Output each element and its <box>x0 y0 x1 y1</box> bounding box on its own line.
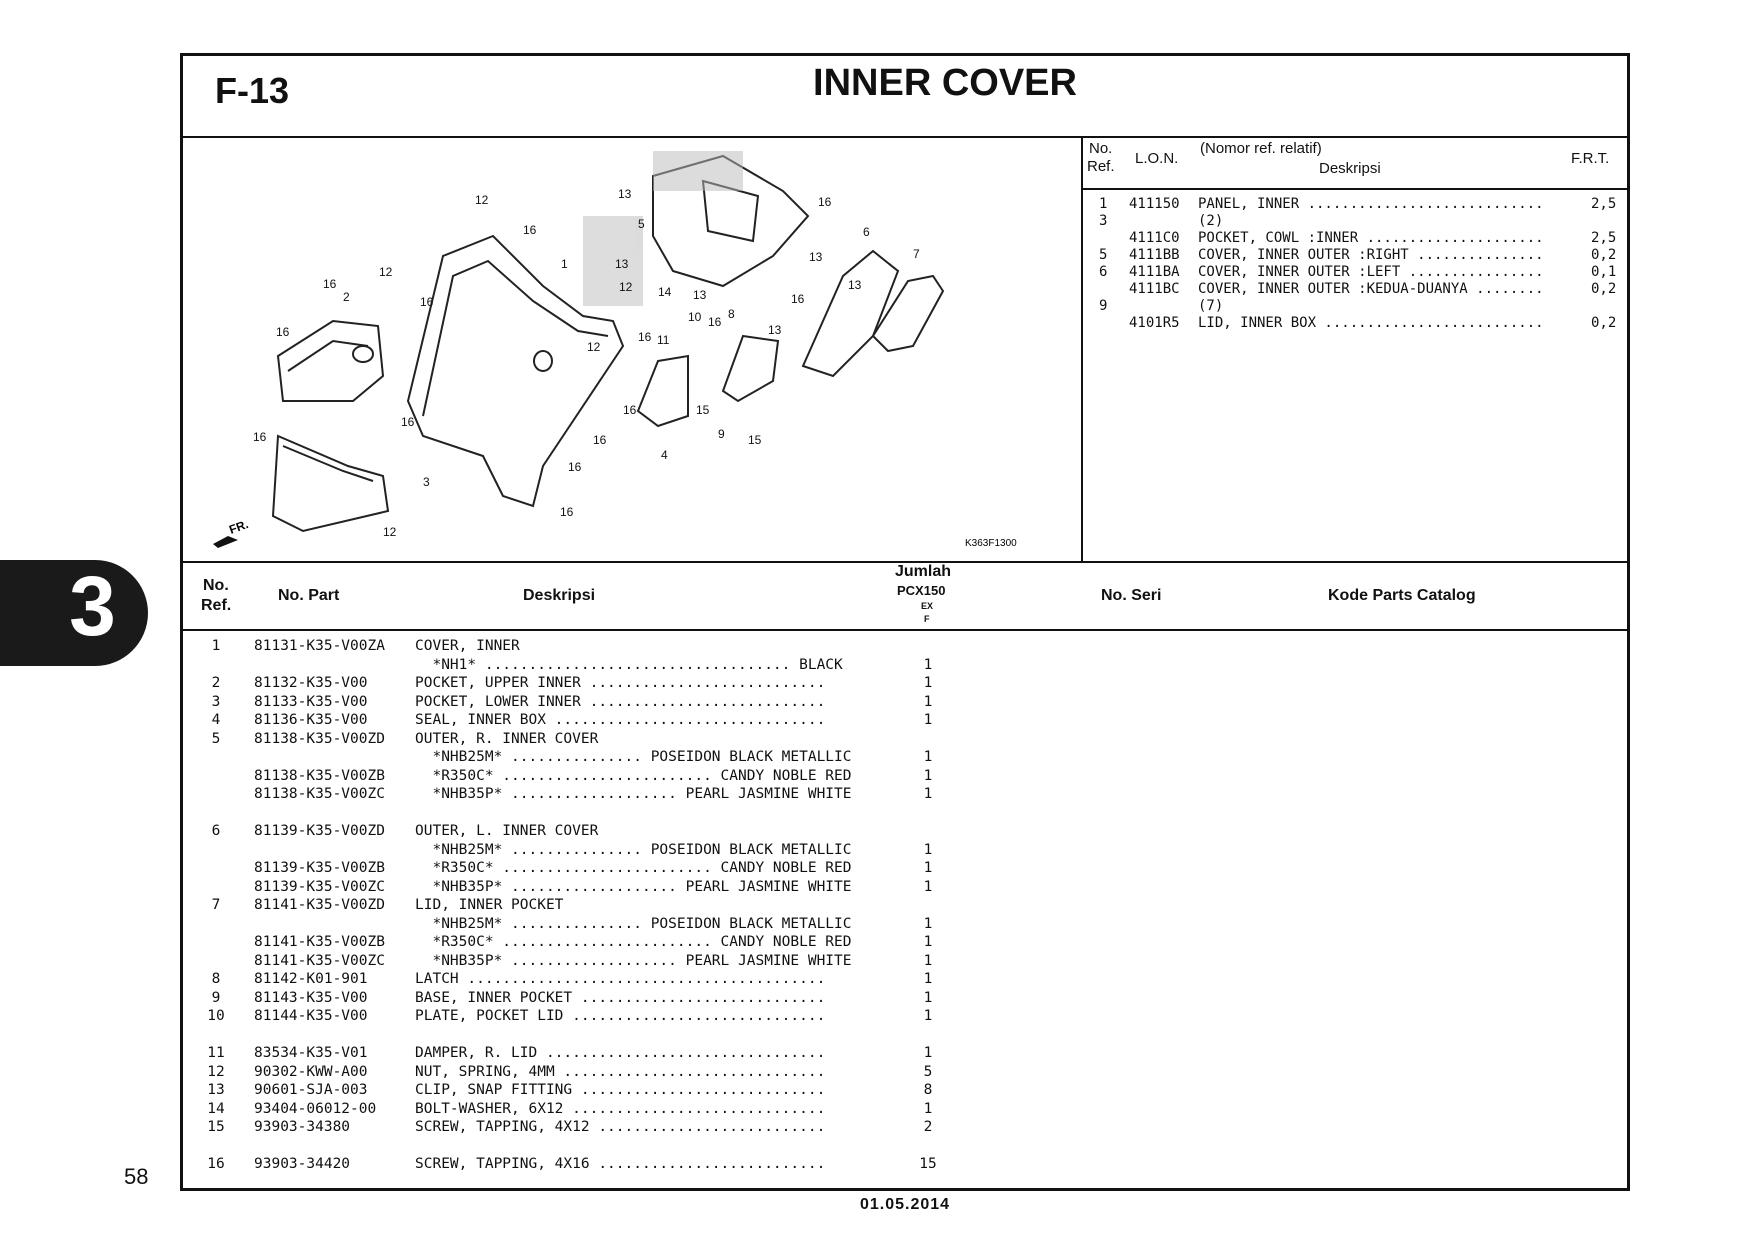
frt-row: 5 4111BB COVER, INNER OUTER :RIGHT ............... 0,2 <box>1099 247 1617 263</box>
callout-label: 16 <box>523 223 537 237</box>
table-row: 2 81132-K35-V00 POCKET, UPPER INNER ........................... 1 <box>211 675 933 691</box>
callout-label: 16 <box>623 403 637 417</box>
part-shape-seal <box>273 436 388 531</box>
callout-label: 13 <box>848 278 862 292</box>
frt-header-ref: Ref. <box>1087 158 1115 175</box>
frt-header-lon: L.O.N. <box>1135 150 1179 167</box>
callout-label: 13 <box>809 250 823 264</box>
callout-label: 8 <box>728 307 735 321</box>
diagram-drawing <box>183 136 1079 561</box>
table-row: 81138-K35-V00ZC *NHB35P* ................... PEARL JASMINE WHITE 1 <box>254 786 933 802</box>
table-row: 5 81138-K35-V00ZD OUTER, R. INNER COVER <box>211 730 599 747</box>
col-header-part: No. Part <box>278 587 340 604</box>
exploded-diagram <box>183 136 1083 561</box>
col-header-desc: Deskripsi <box>523 587 596 604</box>
frt-row: 1 411150 PANEL, INNER ............................ 2,5 <box>1099 196 1617 212</box>
callout-label: 16 <box>253 430 267 444</box>
table-row: *NHB25M* ............... POSEIDON BLACK METALLIC 1 <box>415 749 933 765</box>
callout-label: 16 <box>818 195 832 209</box>
diagram-shading <box>583 216 643 306</box>
table-row: *NHB25M* ............... POSEIDON BLACK METALLIC 1 <box>415 841 933 858</box>
callout-label: 10 <box>688 310 702 324</box>
part-shape-outer-right <box>803 251 898 376</box>
callout-label: 12 <box>587 340 601 354</box>
table-row <box>183 805 1627 823</box>
frt-panel <box>1081 136 1630 561</box>
callout-label: 4 <box>661 448 668 462</box>
col-header-catalog: Kode Parts Catalog <box>1328 587 1476 604</box>
callout-label: 16 <box>420 295 434 309</box>
callout-label: 12 <box>383 525 397 539</box>
section-tab <box>0 560 148 666</box>
page-header <box>183 56 1627 138</box>
col-header-qty: Jumlah <box>895 563 952 580</box>
callout-label: 13 <box>618 187 632 201</box>
table-row: 81141-K35-V00ZB *R350C* ........................ CANDY NOBLE RED 1 <box>254 934 933 950</box>
table-row: 15 93903-34380 SCREW, TAPPING, 4X12 .......................... 2 <box>207 1119 933 1135</box>
table-row: 13 90601-SJA-003 CLIP, SNAP FITTING ............................ 8 <box>207 1082 933 1098</box>
table-row: 12 90302-KWW-A00 NUT, SPRING, 4MM .............................. 5 <box>207 1063 933 1080</box>
table-row: 10 81144-K35-V00 PLATE, POCKET LID ............................. 1 <box>207 1008 933 1024</box>
frt-row: 4111BC COVER, INNER OUTER :KEDUA-DUANYA ........ 0,2 <box>1129 281 1617 297</box>
col-header-no: No. <box>203 577 229 594</box>
table-row: *NH1* ................................... BLACK 1 <box>415 656 933 673</box>
part-shape-lid <box>723 336 778 401</box>
callout-label: 16 <box>568 460 582 474</box>
part-shape-base <box>638 356 688 426</box>
col-header-model: PCX150 <box>897 583 946 598</box>
table-row <box>183 1138 1627 1156</box>
publication-date: 01.05.2014 <box>859 1196 951 1213</box>
front-arrow-icon <box>213 536 238 548</box>
callout-label: 12 <box>475 193 489 207</box>
table-row: 81141-K35-V00ZC *NHB35P* ................... PEARL JASMINE WHITE 1 <box>254 952 933 969</box>
callout-label: 15 <box>748 433 762 447</box>
callout-label: 16 <box>593 433 607 447</box>
callout-label: 12 <box>619 280 633 294</box>
frt-row: 6 4111BA COVER, INNER OUTER :LEFT ................ 0,1 <box>1099 264 1617 280</box>
table-row: 9 81143-K35-V00 BASE, INNER POCKET ............................ 1 <box>211 989 933 1006</box>
callout-label: 3 <box>423 475 430 489</box>
col-header-type: EX <box>921 601 934 611</box>
callout-label: 16 <box>401 415 415 429</box>
frt-header-desc-sub: (Nomor ref. relatif) <box>1200 140 1322 157</box>
callout-label: 15 <box>696 403 710 417</box>
table-row: 81139-K35-V00ZB *R350C* ........................ CANDY NOBLE RED 1 <box>254 860 933 876</box>
table-row: *NHB25M* ............... POSEIDON BLACK METALLIC 1 <box>415 915 933 932</box>
catalog-page-frame <box>180 53 1630 1191</box>
col-header-ref: Ref. <box>201 597 232 614</box>
frt-row: 4101R5 LID, INNER BOX .......................... 0,2 <box>1129 315 1617 331</box>
callout-label: 14 <box>658 285 672 299</box>
table-row: 14 93404-06012-00 BOLT-WASHER, 6X12 ............................. 1 <box>207 1100 933 1117</box>
table-row: 81139-K35-V00ZC *NHB35P* ................... PEARL JASMINE WHITE 1 <box>254 878 933 895</box>
callout-label: 5 <box>638 217 645 231</box>
callout-label: 12 <box>379 265 393 279</box>
callout-label: 16 <box>791 292 805 306</box>
table-row: 4 81136-K35-V00 SEAL, INNER BOX ............................... 1 <box>211 712 933 728</box>
direction-label: FR. <box>227 517 251 537</box>
diagram-shading-top <box>653 151 743 191</box>
frt-header-no: No. <box>1089 140 1113 157</box>
callout-label: 16 <box>638 330 652 344</box>
table-row <box>183 1027 1627 1045</box>
table-row: 3 81133-K35-V00 POCKET, LOWER INNER ........................... 1 <box>211 693 933 710</box>
frt-row: 9 (7) <box>1099 298 1224 314</box>
callout-label: 1 <box>561 257 568 271</box>
callout-label: 9 <box>718 427 725 441</box>
page-code: F-13 <box>215 70 290 111</box>
frt-row: 4111C0 POCKET, COWL :INNER ..................... 2,5 <box>1129 230 1617 246</box>
part-shape-inner-lid <box>873 276 943 351</box>
callout-label: 13 <box>693 288 707 302</box>
diagram-code: K363F1300 <box>965 538 1017 549</box>
col-header-area: F <box>924 614 930 624</box>
page-title: INNER COVER <box>813 62 1077 104</box>
table-row: 6 81139-K35-V00ZD OUTER, L. INNER COVER <box>211 823 599 839</box>
callout-label: 13 <box>615 257 629 271</box>
frt-row: 3 (2) <box>1099 213 1224 229</box>
table-row: 16 93903-34420 SCREW, TAPPING, 4X16 .......................... 15 <box>207 1156 937 1172</box>
table-row: 1 81131-K35-V00ZA COVER, INNER <box>211 638 520 654</box>
frt-header-desc: Deskripsi <box>1319 160 1381 177</box>
callout-label: 16 <box>323 277 337 291</box>
callout-label: 7 <box>913 247 920 261</box>
callout-label: 16 <box>708 315 722 329</box>
section-tab-number: 3 <box>69 559 116 653</box>
table-row: 8 81142-K01-901 LATCH ......................................... 1 <box>211 971 933 987</box>
frt-header <box>1081 136 1630 190</box>
callout-label: 13 <box>768 323 782 337</box>
callout-label: 6 <box>863 225 870 239</box>
callout-label: 2 <box>343 290 350 304</box>
table-row: 7 81141-K35-V00ZD LID, INNER POCKET <box>211 897 564 913</box>
col-header-serial: No. Seri <box>1101 587 1162 604</box>
callout-label: 16 <box>276 325 290 339</box>
parts-table-header <box>183 561 1627 631</box>
page-number: 58 <box>124 1164 149 1189</box>
callout-label: 11 <box>657 333 670 347</box>
frt-header-frt: F.R.T. <box>1571 150 1610 167</box>
callout-label: 16 <box>560 505 574 519</box>
table-row: 81138-K35-V00ZB *R350C* ........................ CANDY NOBLE RED 1 <box>254 767 933 784</box>
table-row: 11 83534-K35-V01 DAMPER, R. LID ................................ 1 <box>207 1045 933 1061</box>
